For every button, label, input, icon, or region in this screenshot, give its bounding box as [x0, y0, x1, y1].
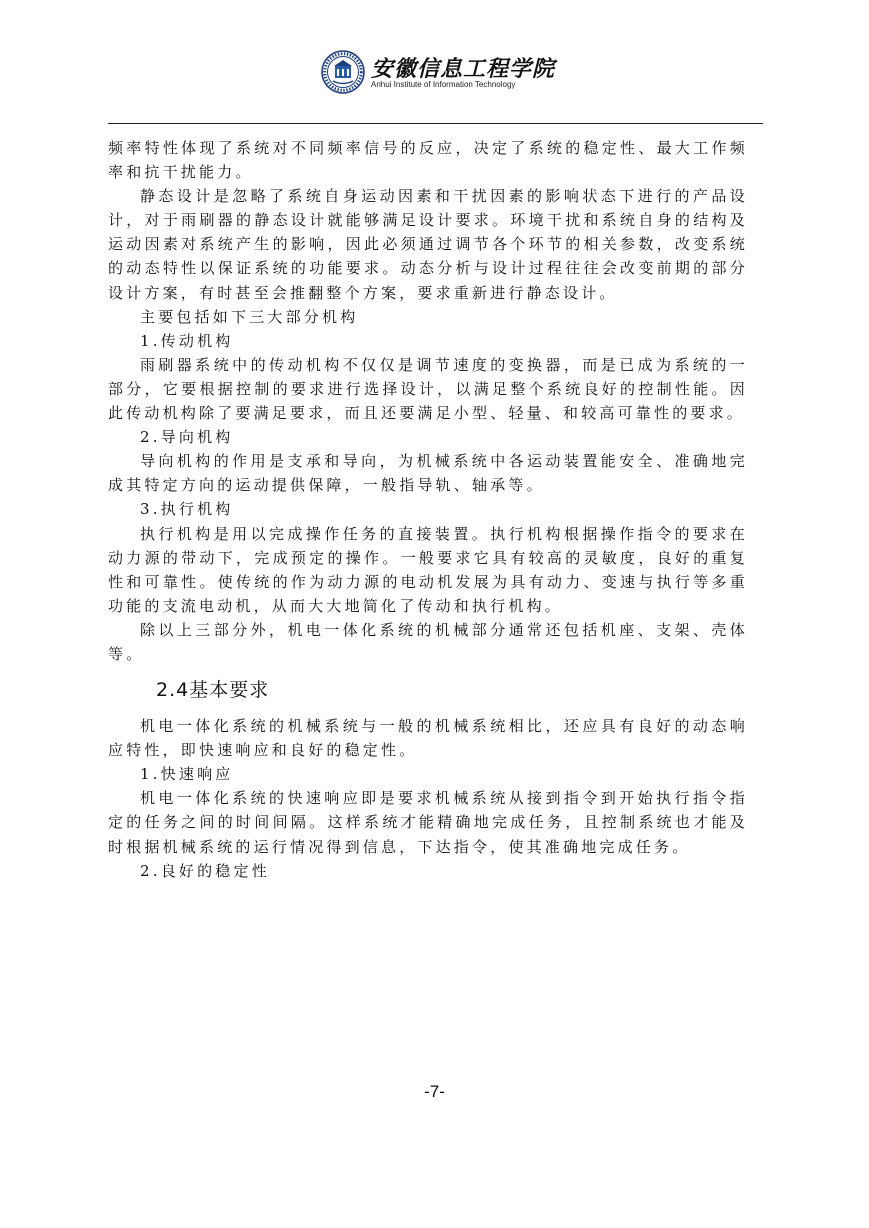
paragraph: 导向机构的作用是支承和导向，为机械系统中各运动装置能安全、准确地完成其特定方向的运动提供保障，一般指导轨、轴承等。	[108, 452, 748, 495]
paragraph: 主要包括如下三大部分机构	[140, 307, 359, 326]
list-heading: 2.导向机构	[140, 428, 234, 447]
list-heading: 2.良好的稳定性	[140, 861, 270, 880]
paragraph: 机电一体化系统的快速响应即是要求机械系统从接到指令到开始执行指令指定的任务之间的时间间隔。这样系统才能精确地完成任务，且控制系统也才能及时根据机械系统的运行情况得到信息，下达指令，使其准确地完成任务。	[108, 789, 748, 856]
school-name-en: Anhui Institute of Information Technology	[371, 80, 516, 89]
paragraph: 除以上三部分外，机电一体化系统的机械部分通常还包括机座、支架、壳体等。	[108, 620, 748, 663]
header-divider	[108, 123, 763, 124]
paragraph: 机电一体化系统的机械系统与一般的机械系统相比，还应具有良好的动态响应特性，即快速响应和良好的稳定性。	[108, 717, 748, 760]
paragraph: 执行机构是用以完成操作任务的直接装置。执行机构根据操作指令的要求在动力源的带动下，完成预定的操作。一般要求它具有较高的灵敏度，良好的重复性和可靠性。使传统的作为动力源的电动机发展为具有动力、变速与执行等多重功能的支流电动机，从而大大地简化了传动和执行机构。	[108, 524, 748, 615]
list-heading: 3.执行机构	[140, 500, 234, 519]
list-heading: 1.传动机构	[140, 331, 234, 350]
page-number: -7-	[424, 1082, 445, 1101]
paragraph: 静态设计是忽略了系统自身运动因素和干扰因素的影响状态下进行的产品设计，对于雨刷器的静态设计就能够满足设计要求。环境干扰和系统自身的结构及运动因素对系统产生的影响，因此必须通过调节各个环节的相关参数，改变系统的动态特性以保证系统的功能要求。动态分析与设计过程往往会改变前期的部分设计方案，有时甚至会推翻整个方案，要求重新进行静态设计。	[108, 187, 748, 302]
document-body	[108, 136, 748, 883]
school-seal-icon	[321, 50, 365, 94]
paragraph: 雨刷器系统中的传动机构不仅仅是调节速度的变换器，而是已成为系统的一部分，它要根据控制的要求进行选择设计，以满足整个系统良好的控制性能。因此传动机构除了要满足要求，而且还要满足小型、轻量、和较高可靠性的要求。	[108, 355, 748, 423]
page-header	[0, 0, 869, 124]
paragraph: 频率特性体现了系统对不同频率信号的反应，决定了系统的稳定性、最大工作频率和抗干扰能力。	[108, 139, 748, 182]
section-heading: 2.4基本要求	[156, 679, 270, 702]
list-heading: 1.快速响应	[140, 765, 234, 784]
school-name-cn: 安徽信息工程学院	[371, 57, 556, 82]
